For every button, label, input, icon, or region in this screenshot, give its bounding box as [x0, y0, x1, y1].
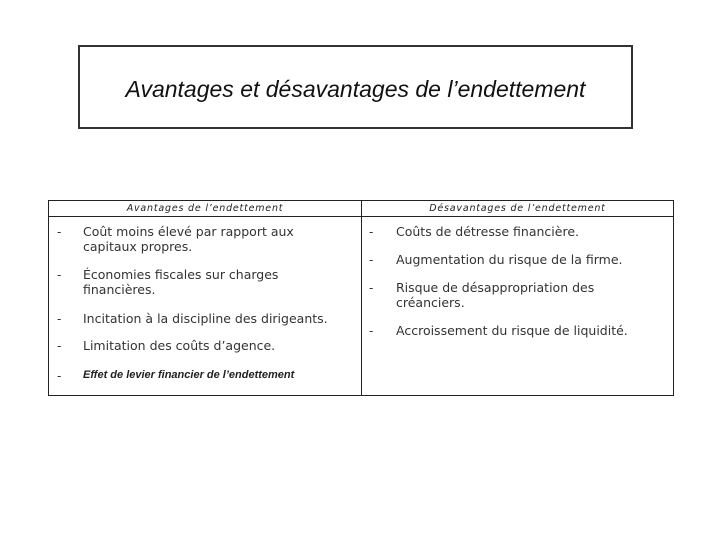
disadvantage-item: Risque de désappropriation des créanciers.: [396, 280, 595, 310]
advantage-item: Limitation des coûts d’agence.: [83, 338, 276, 353]
advantages-header: Avantages de l’endettement: [49, 201, 361, 217]
disadvantage-item: Accroissement du risque de liquidité.: [396, 323, 628, 338]
bullet: -: [369, 281, 374, 295]
disadvantage-item: Coûts de détresse financière.: [396, 224, 579, 239]
title-box: [78, 45, 633, 129]
advantage-item: Économies fiscales sur charges financières.: [83, 267, 279, 297]
comparison-table: [48, 200, 674, 396]
bullet: -: [369, 324, 374, 338]
advantage-item: Coût moins élevé par rapport aux capitaux propres.: [83, 224, 294, 254]
advantages-column: [49, 201, 362, 395]
page-title: Avantages et désavantages de l’endettement: [125, 75, 586, 102]
advantage-item: Effet de levier financier de l’endettement: [83, 369, 295, 381]
bullet: -: [369, 225, 374, 239]
bullet: -: [57, 268, 62, 282]
bullet: -: [57, 225, 62, 239]
disadvantages-header: Désavantages de l’endettement: [362, 201, 673, 217]
bullet: -: [57, 339, 62, 353]
bullet: -: [57, 369, 62, 383]
disadvantages-column: [362, 201, 673, 395]
advantage-item: Incitation à la discipline des dirigeants.: [83, 311, 328, 326]
disadvantage-item: Augmentation du risque de la firme.: [396, 252, 623, 267]
bullet: -: [57, 312, 62, 326]
bullet: -: [369, 253, 374, 267]
